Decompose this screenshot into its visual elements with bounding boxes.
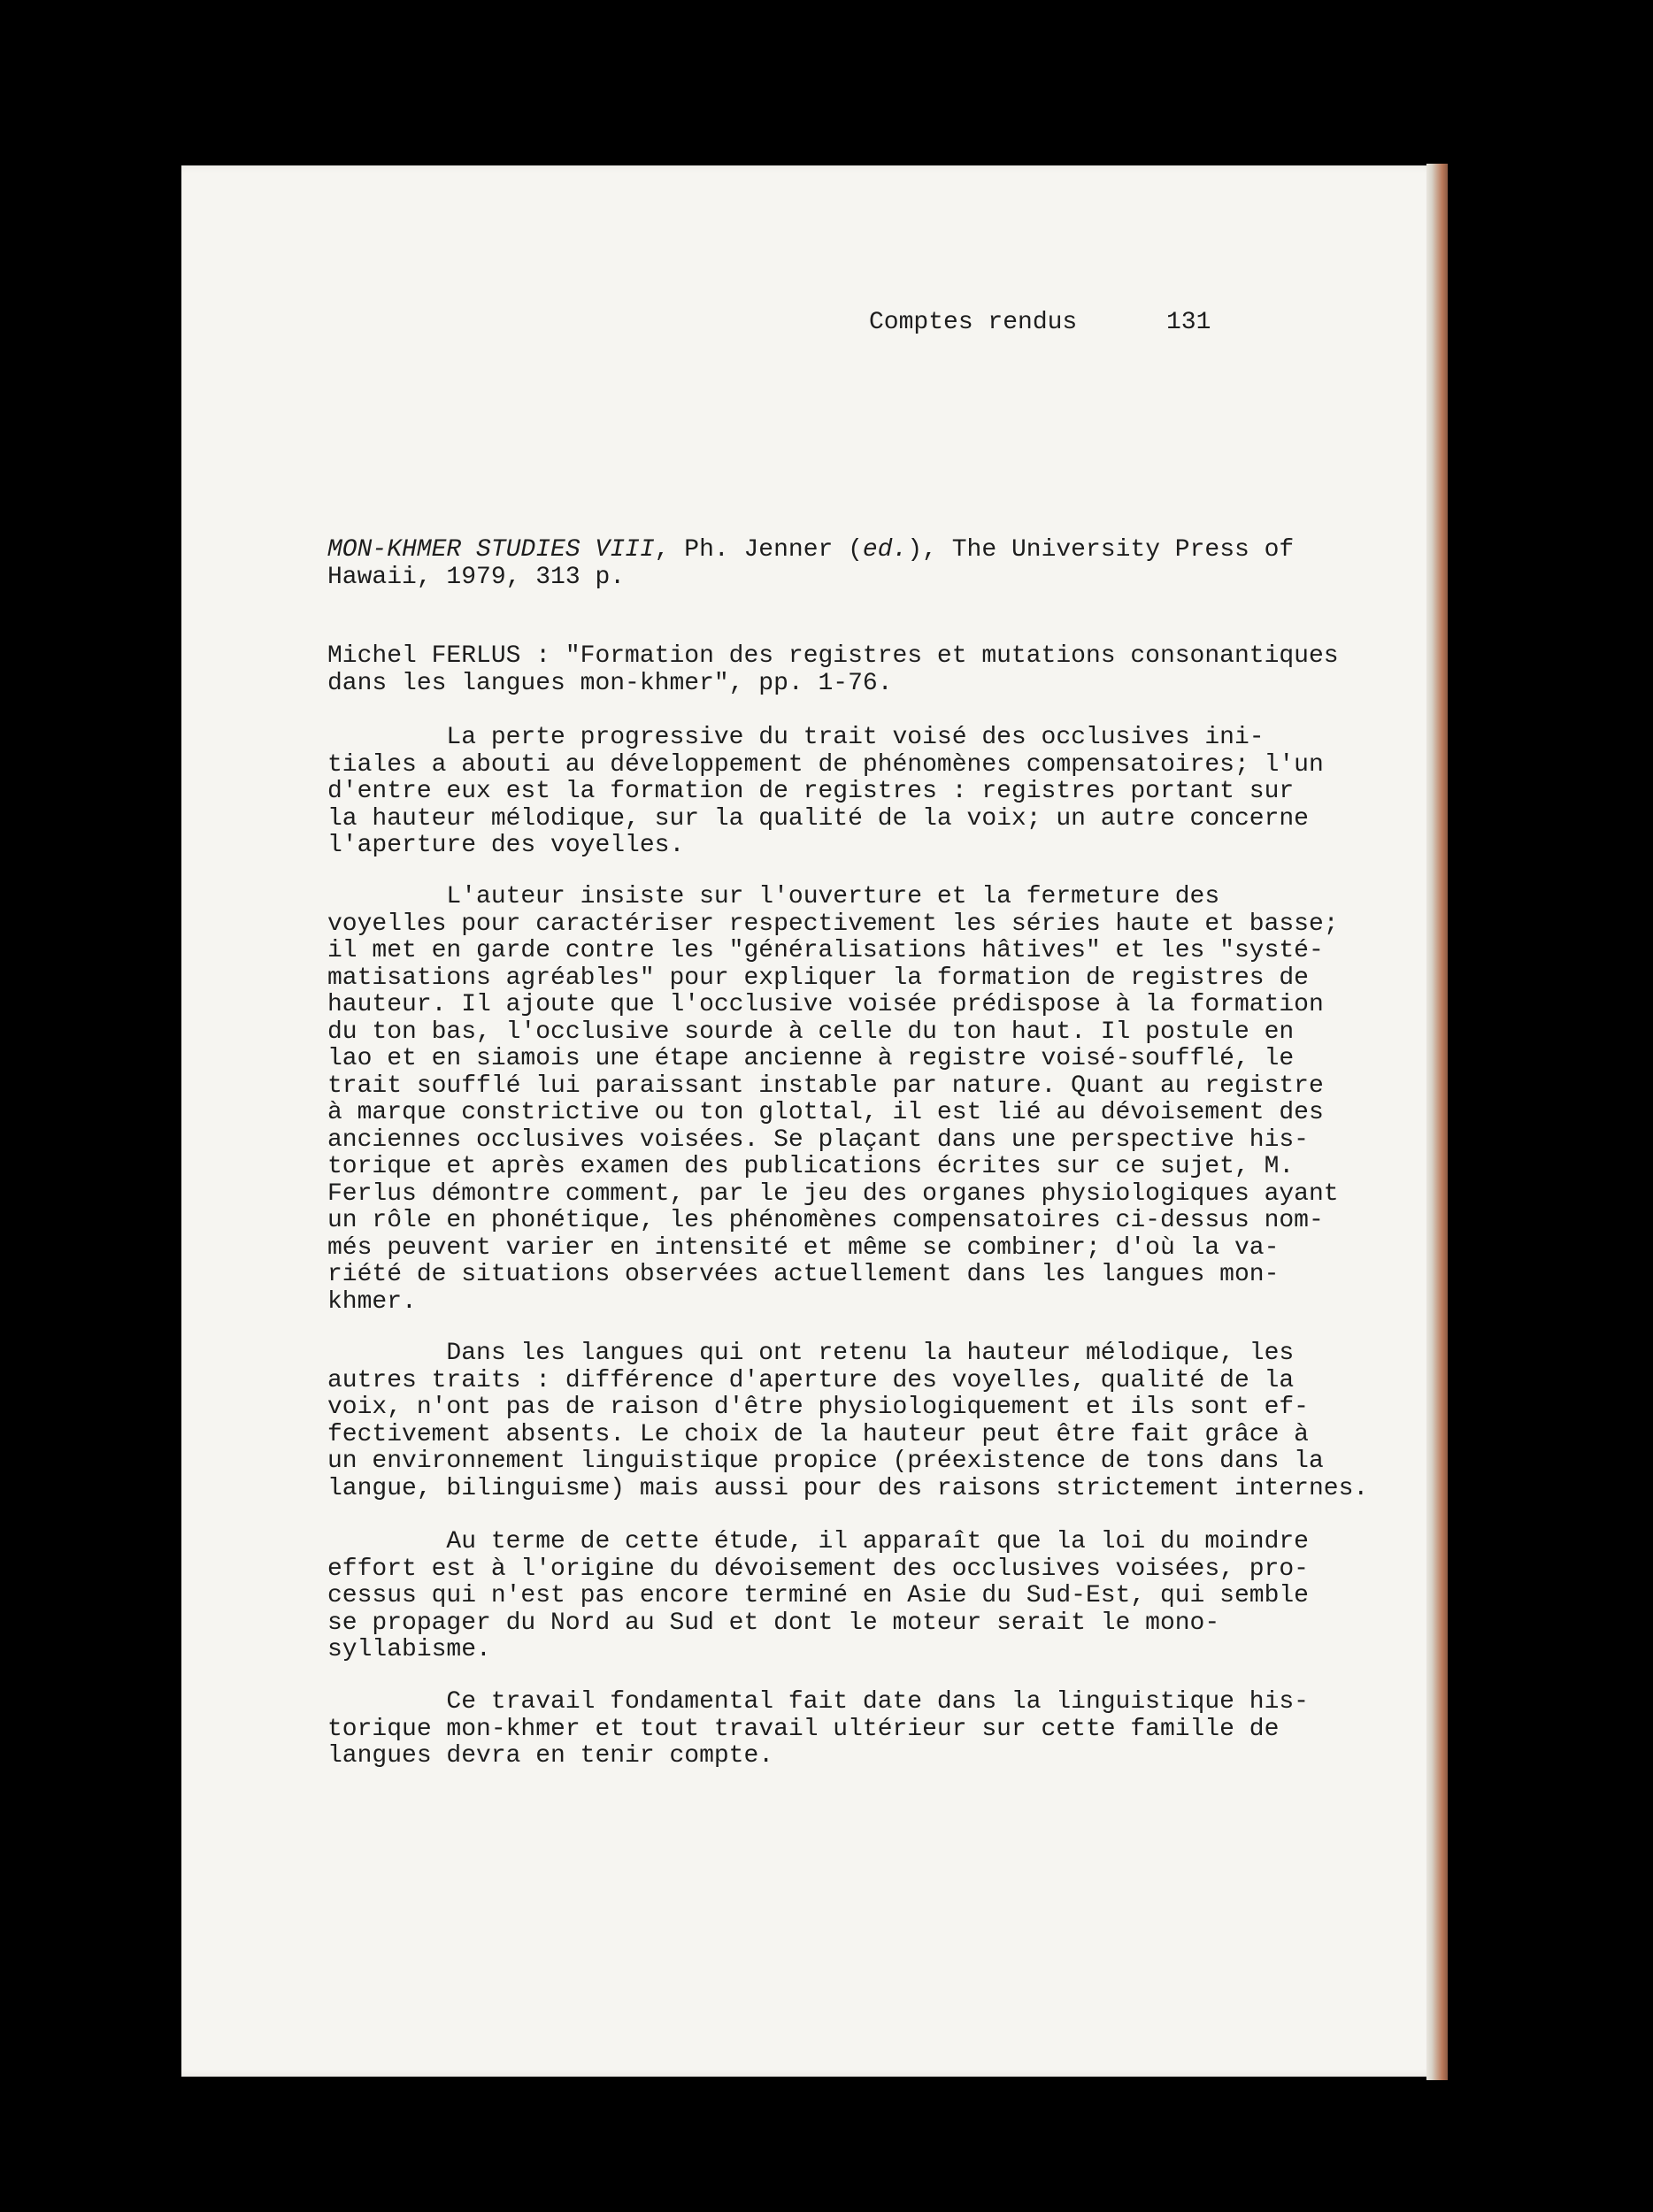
- text-line: un environnement linguistique propice (préexistence de tons dans la: [327, 1448, 1324, 1475]
- page-number: 131: [1166, 309, 1211, 336]
- text-line: hauteur. Il ajoute que l'occlusive voisée prédispose à la formation: [327, 991, 1324, 1018]
- text-line: Dans les langues qui ont retenu la hauteur mélodique, les: [327, 1340, 1295, 1367]
- text-line: un rôle en phonétique, les phénomènes compensatoires ci-dessus nom-: [327, 1207, 1324, 1234]
- text-line: cessus qui n'est pas encore terminé en Asie du Sud-Est, qui semble: [327, 1582, 1309, 1609]
- text-line: lao et en siamois une étape ancienne à registre voisé-soufflé, le: [327, 1045, 1295, 1072]
- text-line: torique et après examen des publications écrites sur ce sujet, M.: [327, 1153, 1295, 1180]
- citation-ed: ed.: [862, 536, 908, 564]
- page-edge: [1426, 164, 1448, 2080]
- text-line: matisations agréables" pour expliquer la formation de registres de: [327, 964, 1309, 992]
- text-line: tiales a abouti au développement de phénomènes compensatoires; l'un: [327, 750, 1324, 779]
- paragraph: [327, 725, 1324, 860]
- text-line: La perte progressive du trait voisé des occlusives ini-: [327, 724, 1265, 751]
- text-line: à marque constrictive ou ton glottal, il est lié au dévoisement des: [327, 1099, 1324, 1126]
- text-line: langues devra en tenir compte.: [327, 1742, 774, 1770]
- text-line: més peuvent varier en intensité et même se combiner; d'où la va-: [327, 1233, 1280, 1262]
- text-line: voyelles pour caractériser respectivement les séries haute et basse;: [327, 910, 1339, 938]
- text-line: autres traits : différence d'aperture des voyelles, qualité de la: [327, 1366, 1295, 1394]
- text-line: la hauteur mélodique, sur la qualité de la voix; un autre concerne: [327, 804, 1309, 833]
- text-line: voix, n'ont pas de raison d'être physiologiquement et ils sont ef-: [327, 1394, 1309, 1421]
- text-line: se propager du Nord au Sud et dont le moteur serait le mono-: [327, 1609, 1220, 1637]
- paragraph: [327, 884, 1339, 1316]
- article-line: Michel FERLUS : "Formation des registres et mutations consonantiques: [327, 642, 1339, 670]
- text-line: khmer.: [327, 1287, 417, 1316]
- article-reference: [327, 643, 1339, 697]
- citation-publisher: ), The University Press of: [907, 536, 1295, 564]
- text-line: Ferlus démontre comment, par le jeu des organes physiologiques ayant: [327, 1179, 1339, 1208]
- text-line: torique mon-khmer et tout travail ultérieur sur cette famille de: [327, 1715, 1280, 1743]
- book-citation: [327, 537, 1294, 591]
- text-line: fectivement absents. Le choix de la hauteur peut être fait grâce à: [327, 1420, 1309, 1448]
- text-line: syllabisme.: [327, 1636, 491, 1663]
- running-title: Comptes rendus: [869, 309, 1078, 336]
- text-line: du ton bas, l'occlusive sourde à celle du ton haut. Il postule en: [327, 1018, 1295, 1046]
- paragraph: [327, 1529, 1309, 1664]
- article-line: dans les langues mon-khmer", pp. 1-76.: [327, 669, 893, 697]
- citation-line-2: Hawaii, 1979, 313 p.: [327, 563, 626, 591]
- paragraph: [327, 1340, 1368, 1502]
- paragraph: [327, 1689, 1309, 1770]
- text-line: Ce travail fondamental fait date dans la linguistique his-: [327, 1688, 1309, 1716]
- book-title: MON-KHMER STUDIES VIII: [327, 536, 655, 564]
- text-line: effort est à l'origine du dévoisement des occlusives voisées, pro-: [327, 1555, 1309, 1583]
- text-line: d'entre eux est la formation de registres : registres portant sur: [327, 778, 1295, 805]
- text-line: L'auteur insiste sur l'ouverture et la fermeture des: [327, 883, 1220, 910]
- text-line: l'aperture des voyelles.: [327, 832, 685, 859]
- text-line: riété de situations observées actuellement dans les langues mon-: [327, 1261, 1280, 1288]
- text-line: langue, bilinguisme) mais aussi pour des raisons strictement internes.: [327, 1474, 1369, 1502]
- citation-editor: , Ph. Jenner (: [654, 536, 863, 564]
- text-line: trait soufflé lui paraissant instable par nature. Quant au registre: [327, 1071, 1324, 1100]
- text-line: Au terme de cette étude, il apparaît que la loi du moindre: [327, 1528, 1309, 1555]
- text-line: il met en garde contre les "généralisations hâtives" et les "systé-: [327, 937, 1324, 964]
- text-line: anciennes occlusives voisées. Se plaçant dans une perspective his-: [327, 1125, 1309, 1154]
